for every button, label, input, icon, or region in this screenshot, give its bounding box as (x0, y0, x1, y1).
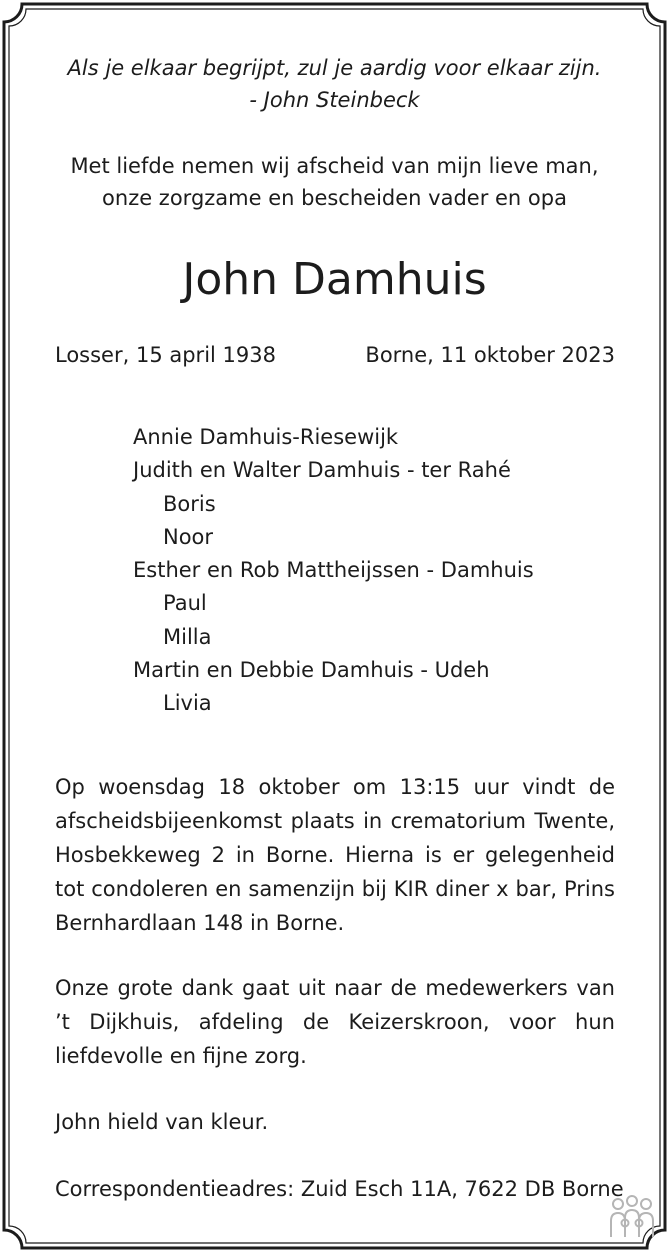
thanks-paragraph: Onze grote dank gaat uit naar de medewerkers van ’t Dijkhuis, afdeling de Keizerskroon, voor hun liefdevolle en fijne zorg. (55, 976, 615, 1068)
death-place-date: Borne, 11 oktober 2023 (365, 343, 615, 367)
family-list (133, 421, 534, 721)
ceremony-paragraph: Op woensdag 18 oktober om 13:15 uur vindt de afscheidsbijeenkomst plaats in crematorium Twente, Hosbekkeweg 2 in Borne. Hierna is er gelegenheid tot condoleren en samenzijn bij KIR diner x bar, Prins Bernhardlaan 148 in Borne. (55, 775, 615, 935)
family-member: Esther en Rob Mattheijssen - Damhuis (133, 558, 534, 583)
family-member: Martin en Debbie Damhuis - Udeh (133, 658, 490, 683)
quote-author: - John Steinbeck (249, 88, 420, 112)
family-member: Judith en Walter Damhuis - ter Rahé (133, 458, 511, 483)
intro-line-1: Met liefde nemen wij afscheid van mijn lieve man, (70, 154, 599, 178)
family-member-grandchild: Paul (163, 591, 207, 616)
family-member-grandchild: Livia (163, 691, 212, 716)
quote (0, 52, 669, 116)
birth-place-date: Losser, 15 april 1938 (55, 343, 276, 367)
colour-paragraph: John hield van kleur. (55, 1110, 269, 1134)
family-member-grandchild: Boris (163, 491, 216, 516)
family-member-grandchild: Milla (163, 624, 212, 649)
intro-text (0, 150, 669, 214)
deceased-name: John Damhuis (182, 254, 487, 305)
family-member-grandchild: Noor (163, 524, 214, 549)
family-people-logo-icon (608, 1195, 656, 1239)
correspondence-address: Correspondentieadres: Zuid Esch 11A, 7622 DB Borne (55, 1177, 624, 1201)
intro-line-2: onze zorgzame en bescheiden vader en opa (102, 186, 567, 210)
family-member: Annie Damhuis-Riesewijk (133, 425, 399, 449)
quote-text: Als je elkaar begrijpt, zul je aardig voor elkaar zijn. (67, 56, 602, 80)
